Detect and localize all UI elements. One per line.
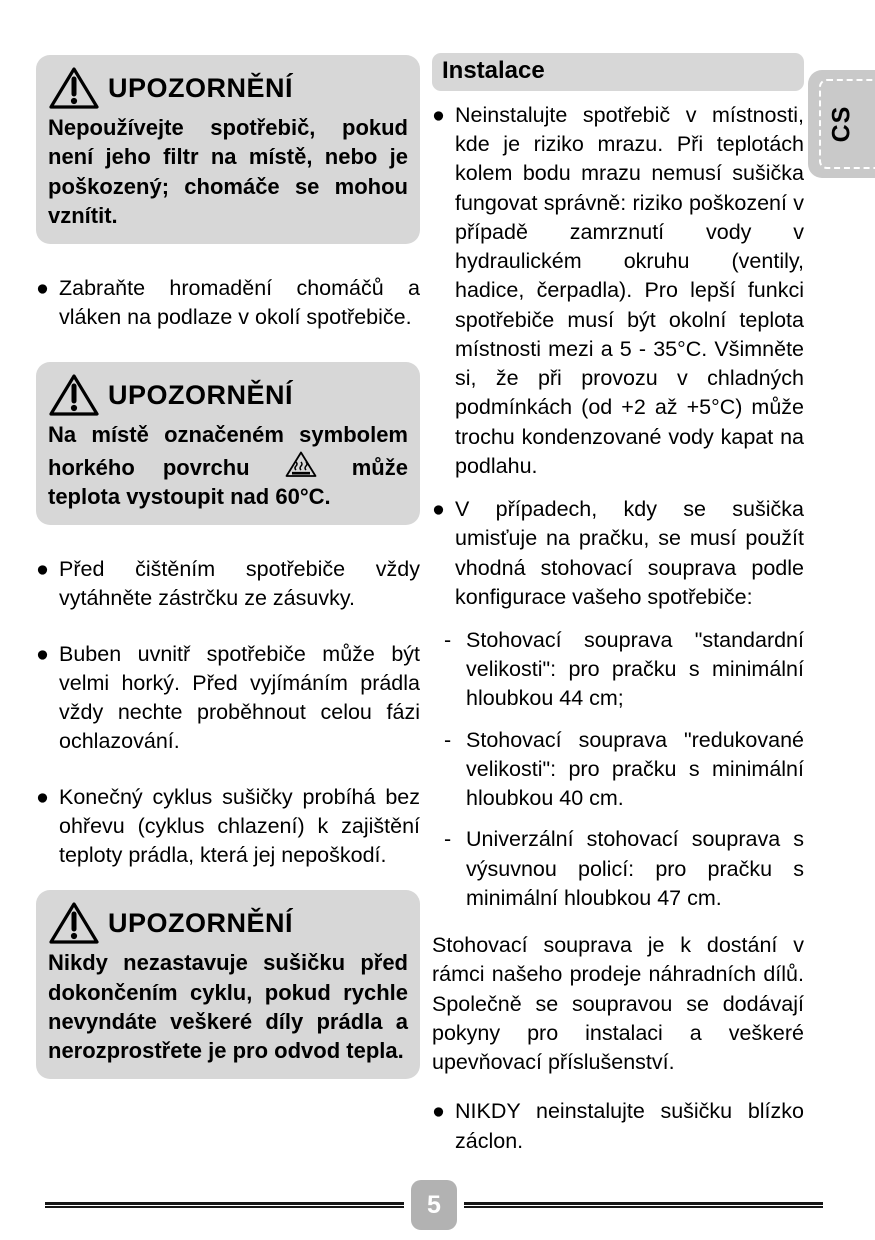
hot-surface-icon [284,450,318,479]
rc-bullet-1-text: Neinstalujte spotřebič v místnosti, kde je riziko mrazu. Při teplotách kolem bodu mrazu nemusí sušička fungovat správně: riziko poškození v případě zamrznutí vody v hydraulickém okruhu (ventily, hadice, čerpadla). Pro lepší funkci spotřebiče musí být okolní teplota místnosti mezi a 5 - 35°C. Všimněte si, že při provozu v chladných podmínkách (od +2 až +5°C) může trochu kondenzované vody kapat na podlahu. [455,103,804,478]
dash-marker: - [444,827,452,852]
page-number-badge: 5 [411,1180,457,1230]
sub-list-item [432,626,804,714]
warning-2-text [48,420,408,511]
footer-rule-right [464,1202,823,1208]
sub-list-item [432,825,804,913]
list-item [36,783,420,871]
section-header-instalace: Instalace [432,53,804,91]
dash-marker: - [444,627,452,652]
bullet-marker: ● [36,784,49,809]
warning-box-2 [36,362,420,525]
rc-dash-3-text: Univerzální stohovací souprava s výsuvnou policí: pro pračku s minimální hloubkou 47 cm. [466,827,804,910]
bullet-marker: ● [36,557,49,582]
list-item [432,1097,804,1155]
language-tab-label: CS [827,105,855,143]
rc-bullet-2-text: V případech, kdy se sušička umisťuje na pračku, se musí použít vhodná stohovací souprava podle konfigurace vašeho spotřebiče: [455,497,804,609]
right-column [432,53,804,1170]
warning-1-text: Nepoužívejte spotřebič, pokud není jeho filtr na místě, nebo je poškozený; chomáče se mohou vznítit. [48,115,408,228]
warning-triangle-icon [48,372,100,418]
bullet-1-text: Zabraňte hromadění chomáčů a vláken na podlaze v okolí spotřebiče. [59,276,420,330]
warning-triangle-icon [48,900,100,946]
warning-title-row [48,65,408,111]
warning-box-1 [36,55,420,244]
rc-dash-2-text: Stohovací souprava "redukované velikosti": pro pračku s minimální hloubkou 40 cm. [466,727,804,811]
bullet-marker: ● [432,103,445,127]
bullet-3-text: Buben uvnitř spotřebiče může být velmi horký. Před vyjímáním prádla vždy nechte proběhnout celou fázi ochlazování. [59,641,420,754]
warning-2-text-before: Na místě označeném symbolem horkého povrchu [48,422,408,480]
warning-title: UPOZORNĚNÍ [108,379,294,410]
warning-title: UPOZORNĚNÍ [108,907,294,938]
bullet-2-text: Před čištěním spotřebiče vždy vytáhněte zástrčku ze zásuvky. [59,557,420,611]
bullet-marker: ● [432,1099,445,1124]
list-item [36,274,420,332]
left-column [36,55,420,1109]
warning-title-row [48,900,408,946]
sub-list-item [432,726,804,814]
bullet-marker: ● [36,276,49,300]
dash-marker: - [444,727,452,752]
page-footer [45,1180,823,1230]
warning-box-3 [36,890,420,1079]
warning-2-text-after: může teplota vystoupit nad 60°C. [48,454,408,509]
list-item [36,640,420,757]
paragraph: Stohovací souprava je k dostání v rámci našeho prodeje náhradních dílů. Společně se soupravou se dodávají pokyny pro instalaci a veškeré upevňovací příslušenství. [432,933,804,1075]
bullet-4-text: Konečný cyklus sušičky probíhá bez ohřevu (cyklus chlazení) k zajištění teploty prádla, která jej nepoškodí. [59,784,420,868]
bullet-marker: ● [36,641,49,666]
list-item [432,495,804,612]
warning-triangle-icon [48,65,100,111]
rc-dash-1-text: Stohovací souprava "standardní velikosti": pro pračku s minimální hloubkou 44 cm; [466,627,804,711]
warning-title-row [48,372,408,418]
rc-bullet-3-text: NIKDY neinstalujte sušičku blízko záclon. [455,1099,804,1153]
warning-title: UPOZORNĚNÍ [108,72,294,103]
warning-3-text: Nikdy nezastavuje sušičku před dokončením cyklu, pokud rychle nevyndáte veškeré díly prádla a nerozprostřete je pro odvod tepla. [48,950,408,1064]
footer-rule-left [45,1202,404,1208]
list-item [432,101,804,481]
language-tab-cs [808,70,875,178]
list-item [36,555,420,613]
bullet-marker: ● [432,497,445,522]
